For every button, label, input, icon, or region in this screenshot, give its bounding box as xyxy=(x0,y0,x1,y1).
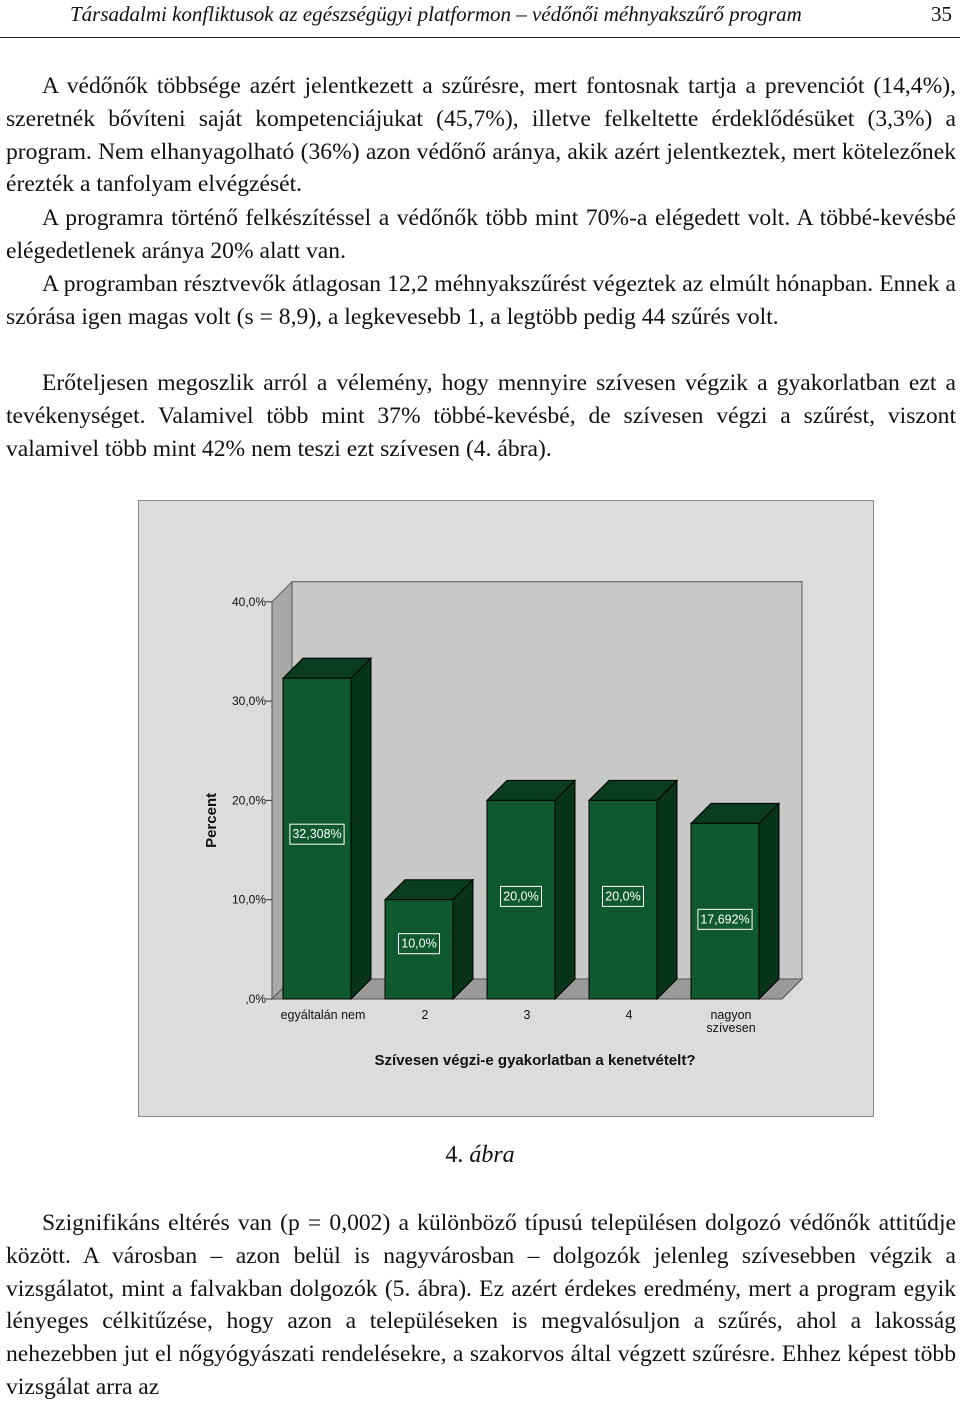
data-label: 17,692% xyxy=(700,912,750,927)
figure-caption-number: 4. xyxy=(445,1142,464,1168)
x-tick-label: 2 xyxy=(421,1008,429,1022)
y-tick-label: 40,0% xyxy=(231,594,266,609)
data-label: 20,0% xyxy=(605,889,641,904)
y-tick-label: 10,0% xyxy=(231,892,266,907)
data-label: 10,0% xyxy=(401,936,437,951)
x-axis-label: Szívesen végzi-e gyakorlatban a kenetvételt? xyxy=(374,1052,696,1069)
paragraph-significance: Szignifikáns eltérés van (p = 0,002) a különböző típusú településen dolgozó védőnők attitűdje között. A városban – azon belül is nagyvárosban – dolgozók jelenleg szívesebben végzik a vizsgálatot, mint a falvakban dolgozók (5. ábra). Ez azért érdekes eredmény, mert a program egyik lényeges célkitűzése, hogy azon a településeken is megvalósuljon a szűrés, ahol a lakosság nehezebben jut el nőgyógyászati rendelésekre, a szakorvos által végzett szűrésre. Ehhez képest több vizsgálat arra az xyxy=(6,1210,956,1400)
header-title: Társadalmi konfliktusok az egészségügyi platformon – védőnői méhnyakszűrő program xyxy=(70,2,802,26)
y-tick-label: 30,0% xyxy=(231,694,266,709)
y-axis-label: Percent xyxy=(203,792,220,848)
paragraph-willingness: Erőteljesen megoszlik arról a vélemény, hogy mennyire szívesen végzik a gyakorlatban ezt a tevékenységet. Valamivel több mint 37% többé-kevésbé, de szívesen végzi a szűrést, viszont valamivel több mint 42% nem teszi ezt szívesen (4. ábra). xyxy=(6,370,956,462)
data-label: 32,308% xyxy=(292,827,342,842)
bar-chart-svg xyxy=(139,501,875,1118)
y-tick-label: ,0% xyxy=(245,992,266,1006)
bar-side xyxy=(759,803,779,999)
x-tick-label: nagyon xyxy=(710,1008,752,1022)
paragraph-motivation: A védőnők többsége azért jelentkezett a szűrésre, mert fontosnak tartja a prevenciót (14,4%), szeretnék bővíteni saját kompetenciájukat (45,7%), illetve felkeltette érdeklődésüket (3,3%) a program. Nem elhanyagolható (36%) azon védőnő aránya, akik azért jelentkeztek, mert kötelezőnek érezték a tanfolyam elvégzését. xyxy=(6,73,956,198)
figure-caption xyxy=(0,1142,960,1169)
figure-caption-word: ábra xyxy=(469,1142,515,1168)
bar-side xyxy=(657,780,677,999)
x-tick-label: egyáltalán nem xyxy=(280,1008,366,1022)
x-tick-label: 3 xyxy=(523,1008,531,1022)
page-number: 35 xyxy=(931,2,952,26)
figure-4-chart xyxy=(138,500,874,1117)
x-tick-label: 4 xyxy=(625,1008,633,1022)
y-tick-label: 20,0% xyxy=(231,793,266,808)
bar-side xyxy=(351,658,371,999)
paragraph-satisfaction: A programra történő felkészítéssel a védőnők több mint 70%-a elégedett volt. A többé-kevésbé elégedetlenek aránya 20% alatt van. xyxy=(6,205,956,264)
bar-side xyxy=(555,780,575,999)
paragraph-screening-count: A programban résztvevők átlagosan 12,2 méhnyakszűrést végeztek az elmúlt hónapban. Ennek a szórása igen magas volt (s = 8,9), a legkevesebb 1, a legtöbb pedig 44 szűrés volt. xyxy=(6,271,956,330)
bar-side xyxy=(453,880,473,999)
data-label: 20,0% xyxy=(503,889,539,904)
x-tick-label: szívesen xyxy=(706,1021,756,1035)
running-header xyxy=(0,0,960,38)
